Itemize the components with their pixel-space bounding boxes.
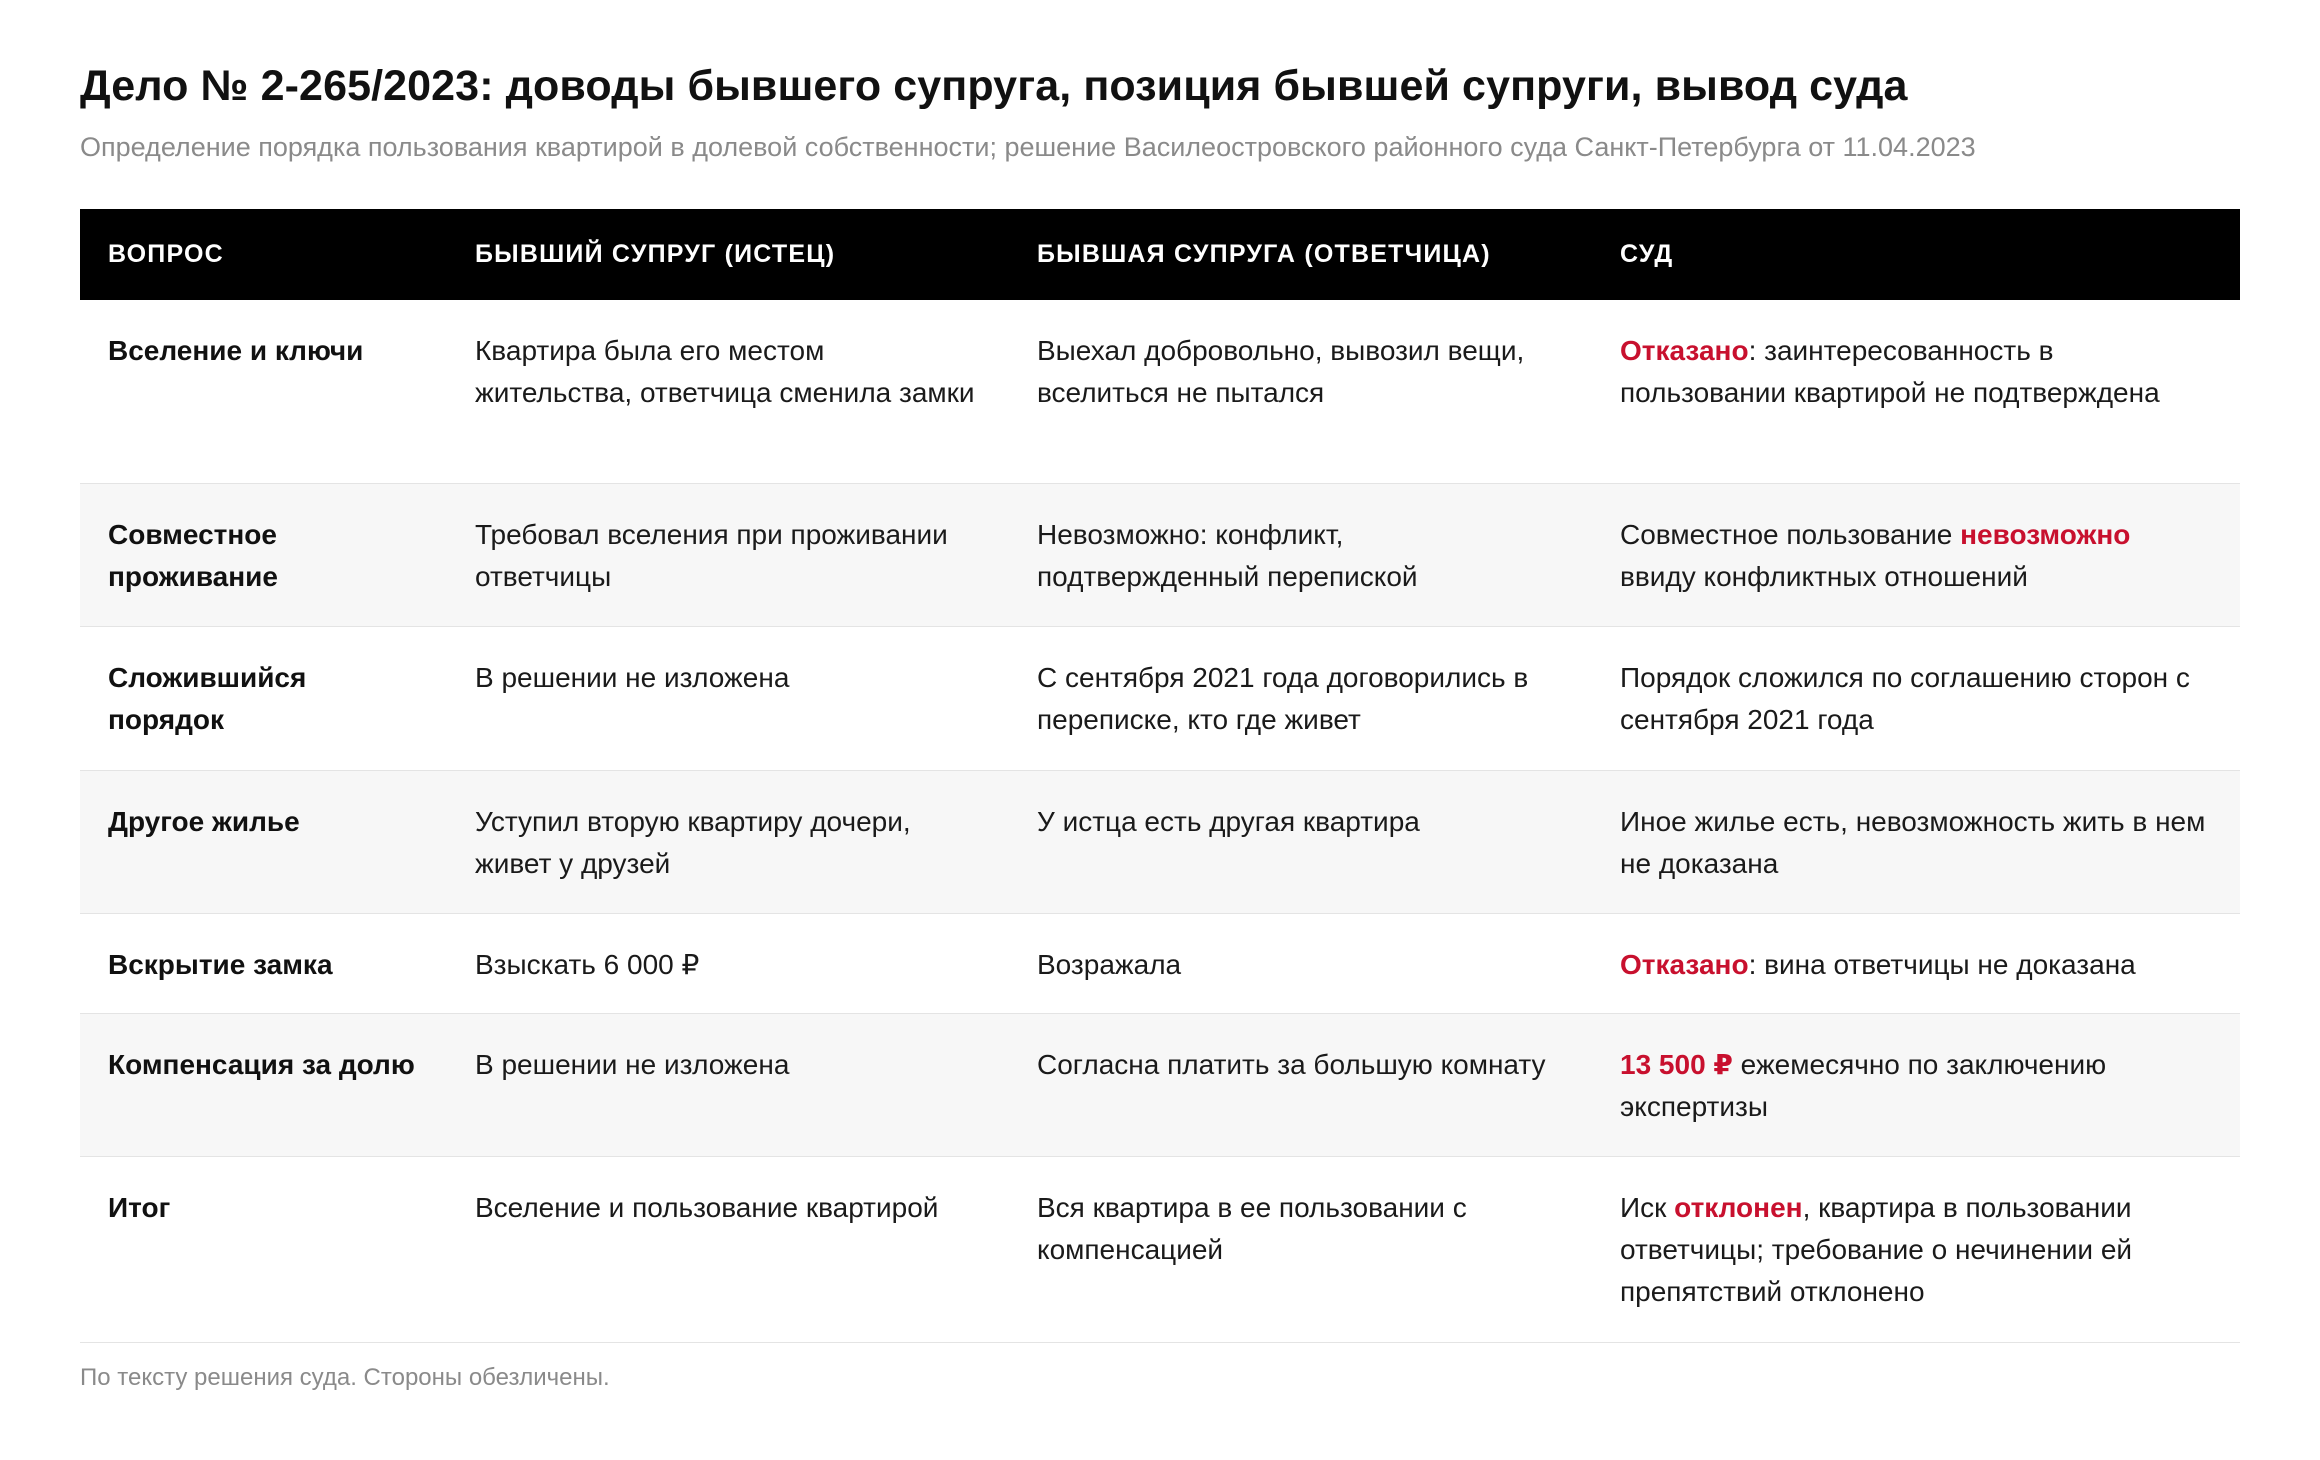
row-court [1592, 627, 2240, 771]
row-court [1592, 1157, 2240, 1343]
row-court [1592, 914, 2240, 1014]
header-question: ВОПРОС [80, 209, 447, 300]
court-highlight: Отказано [1620, 949, 1749, 980]
table-row [80, 1014, 2240, 1157]
table-row [80, 300, 2240, 484]
row-defendant: Вся квартира в ее пользовании с компенсацией [1009, 1157, 1592, 1343]
row-court [1592, 484, 2240, 627]
page-title: Дело № 2-265/2023: доводы бывшего супруга, позиция бывшей супруги, вывод суда [80, 62, 1908, 110]
row-plaintiff: Требовал вселения при проживании ответчицы [447, 484, 1009, 627]
row-court [1592, 1014, 2240, 1157]
row-question: Сложившийся порядок [80, 627, 447, 771]
row-plaintiff: В решении не изложена [447, 627, 1009, 771]
row-plaintiff: Уступил вторую квартиру дочери, живет у друзей [447, 771, 1009, 914]
row-defendant: У истца есть другая квартира [1009, 771, 1592, 914]
court-text-after: ежемесячно по заключению экспертизы [1620, 1049, 2107, 1122]
court-text-before: Иск [1620, 1192, 1675, 1223]
court-text-after: , квартира в пользовании ответчицы; требование о нечинении ей препятствий отклонено [1620, 1192, 2133, 1307]
court-highlight: отклонен [1674, 1192, 1803, 1223]
row-defendant: Согласна платить за большую комнату [1009, 1014, 1592, 1157]
row-question: Совместное проживание [80, 484, 447, 627]
comparison-table [80, 209, 2240, 1343]
table-header-row [80, 209, 2240, 300]
court-highlight: Отказано [1620, 335, 1749, 366]
table-body [80, 300, 2240, 1343]
row-plaintiff: Квартира была его местом жительства, ответчица сменила замки [447, 300, 1009, 484]
table-row [80, 1157, 2240, 1343]
court-text-before: Совместное пользование [1620, 519, 1961, 550]
row-court [1592, 300, 2240, 484]
header-defendant: БЫВШАЯ СУПРУГА (ОТВЕТЧИЦА) [1009, 209, 1592, 300]
court-highlight: 13 500 ₽ [1620, 1049, 1733, 1080]
court-text-after: ввиду конфликтных отношений [1620, 561, 2028, 592]
page-subtitle: Определение порядка пользования квартирой в долевой собственности; решение Василеостровского районного суда Санкт-Петербурга от 11.04.2023 [80, 132, 1976, 162]
header-plaintiff: БЫВШИЙ СУПРУГ (ИСТЕЦ) [447, 209, 1009, 300]
row-defendant: Возражала [1009, 914, 1592, 1014]
row-plaintiff: Вселение и пользование квартирой [447, 1157, 1009, 1343]
row-defendant: С сентября 2021 года договорились в переписке, кто где живет [1009, 627, 1592, 771]
row-defendant: Выехал добровольно, вывозил вещи, вселиться не пытался [1009, 300, 1592, 484]
row-question: Вскрытие замка [80, 914, 447, 1014]
court-text-after: : вина ответчицы не доказана [1748, 949, 2136, 980]
row-defendant: Невозможно: конфликт, подтвержденный перепиской [1009, 484, 1592, 627]
header-court: СУД [1592, 209, 2240, 300]
row-plaintiff: В решении не изложена [447, 1014, 1009, 1157]
row-question: Компенсация за долю [80, 1014, 447, 1157]
table-row [80, 771, 2240, 914]
row-plaintiff: Взыскать 6 000 ₽ [447, 914, 1009, 1014]
table-row [80, 627, 2240, 771]
row-question: Вселение и ключи [80, 300, 447, 484]
table-row [80, 914, 2240, 1014]
court-text-after: : заинтересованность в пользовании квартирой не подтверждена [1620, 335, 2160, 408]
row-question: Итог [80, 1157, 447, 1343]
row-court [1592, 771, 2240, 914]
table-row [80, 484, 2240, 627]
footnote: По тексту решения суда. Стороны обезличены. [80, 1364, 610, 1391]
row-question: Другое жилье [80, 771, 447, 914]
table-header [80, 209, 2240, 300]
court-text-before: Иное жилье есть, невозможность жить в нем не доказана [1620, 806, 2206, 879]
court-highlight: невозможно [1960, 519, 2131, 550]
court-text-before: Порядок сложился по соглашению сторон с сентября 2021 года [1620, 662, 2190, 735]
